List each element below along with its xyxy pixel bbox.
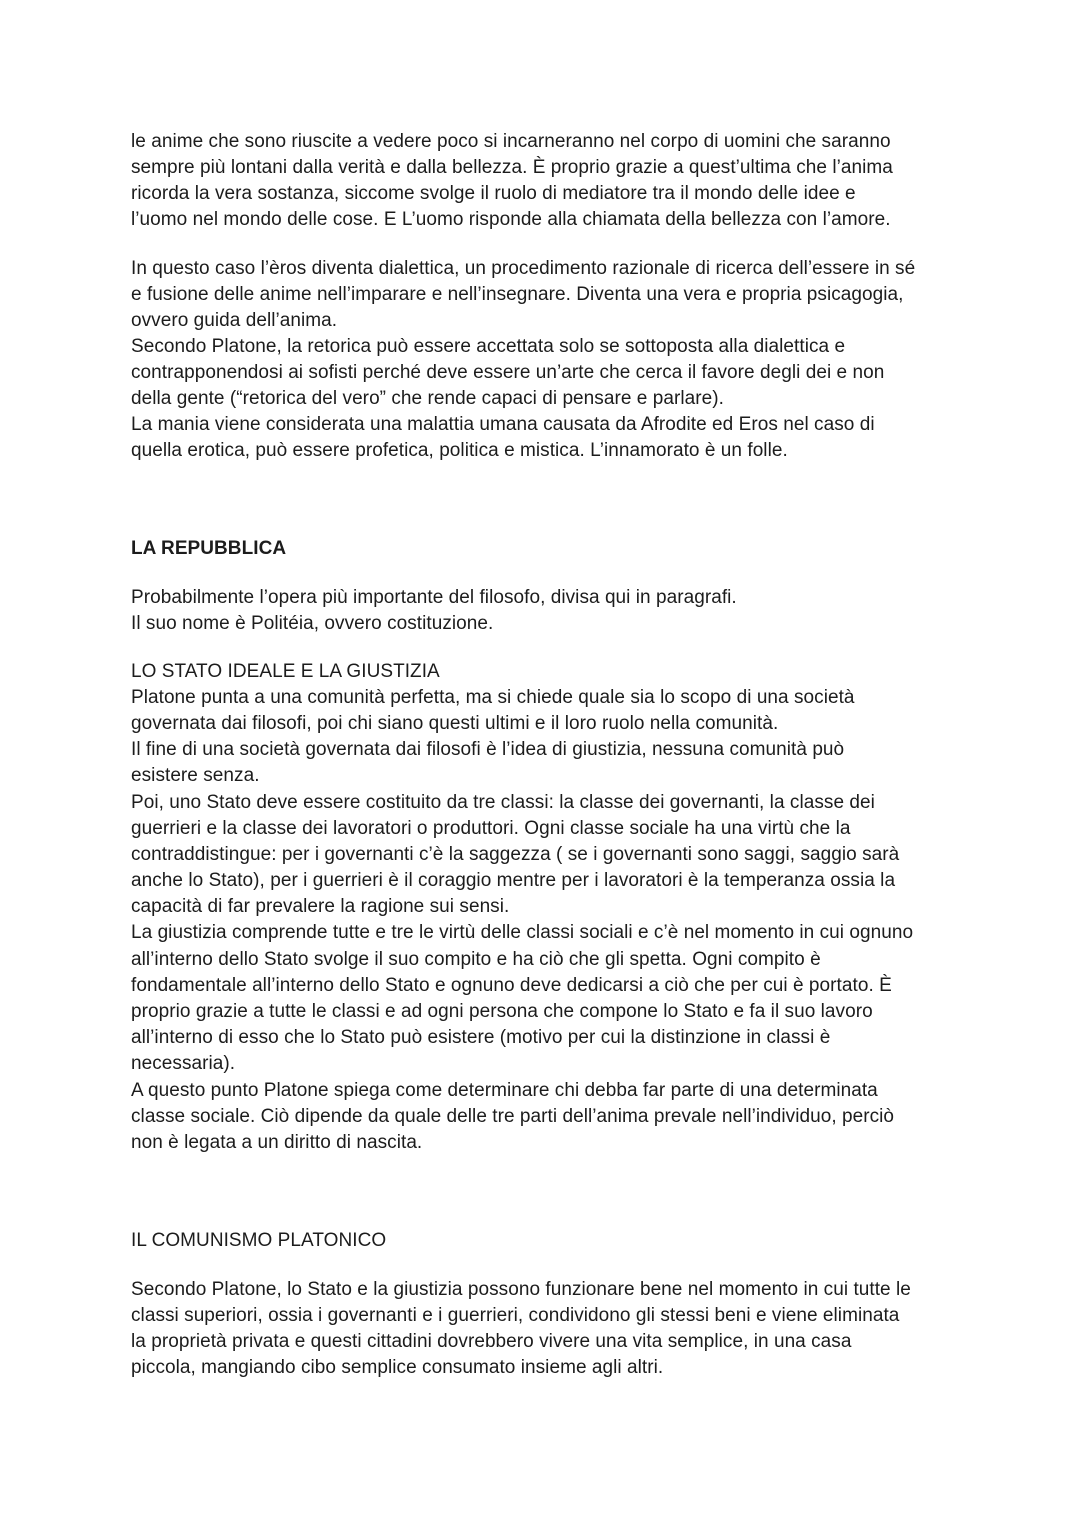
- paragraph-line: guerrieri e la classe dei lavoratori o produttori. Ogni classe sociale ha una virtù che la: [131, 818, 851, 839]
- paragraph-line: governata dai filosofi, poi chi siano questi ultimi e il loro ruolo nella comunità.: [131, 713, 779, 734]
- paragraph-line: Secondo Platone, la retorica può essere accettata solo se sottoposta alla dialettica e: [131, 336, 846, 357]
- subsection-heading: IL COMUNISMO PLATONICO: [131, 1230, 387, 1251]
- paragraph-line: proprio grazie a tutte le classi e ad ogni persona che compone lo Stato e fa il suo lavoro: [131, 1001, 873, 1022]
- paragraph-line: le anime che sono riuscite a vedere poco si incarneranno nel corpo di uomini che saranno: [131, 131, 891, 152]
- paragraph-line: classi superiori, ossia i governanti e i guerrieri, condividono gli stessi beni e viene eliminata: [131, 1305, 900, 1326]
- paragraph-line: quella erotica, può essere profetica, politica e mistica. L’innamorato è un folle.: [131, 440, 788, 461]
- paragraph-line: Poi, uno Stato deve essere costituito da tre classi: la classe dei governanti, la classe dei: [131, 792, 875, 813]
- paragraph-line: la proprietà privata e questi cittadini dovrebbero vivere una vita semplice, in una casa: [131, 1331, 852, 1352]
- paragraph-line: contrapponendosi ai sofisti perché deve essere un’arte che cerca il favore degli dei e non: [131, 362, 885, 383]
- paragraph-line: ricorda la vera sostanza, siccome svolge il ruolo di mediatore tra il mondo delle idee e: [131, 183, 856, 204]
- paragraph-line: Secondo Platone, lo Stato e la giustizia possono funzionare bene nel momento in cui tutte le: [131, 1279, 911, 1300]
- paragraph-line: esistere senza.: [131, 765, 260, 786]
- paragraph-line: sempre più lontani dalla verità e dalla bellezza. È proprio grazie a quest’ultima che l’anima: [131, 157, 893, 178]
- paragraph-line: In questo caso l’èros diventa dialettica, un procedimento razionale di ricerca dell’essere in sé: [131, 258, 916, 279]
- paragraph-line: fondamentale all’interno dello Stato e ognuno deve dedicarsi a ciò che per cui è portato. È: [131, 975, 892, 996]
- paragraph-line: Platone punta a una comunità perfetta, ma si chiede quale sia lo scopo di una società: [131, 687, 855, 708]
- paragraph-line: A questo punto Platone spiega come determinare chi debba far parte di una determinata: [131, 1080, 878, 1101]
- paragraph-line: anche lo Stato), per i guerrieri è il coraggio mentre per i lavoratori è la temperanza ossia la: [131, 870, 896, 891]
- paragraph-line: Probabilmente l’opera più importante del filosofo, divisa qui in paragrafi.: [131, 587, 737, 608]
- paragraph-line: l’uomo nel mondo delle cose. E L’uomo risponde alla chiamata della bellezza con l’amore.: [131, 209, 891, 230]
- paragraph-line: all’interno di esso che lo Stato può esistere (motivo per cui la distinzione in classi è: [131, 1027, 831, 1048]
- paragraph-line: classe sociale. Ciò dipende da quale delle tre parti dell’anima prevale nell’individuo, perciò: [131, 1106, 895, 1127]
- paragraph-line: e fusione delle anime nell’imparare e nell’insegnare. Diventa una vera e propria psicagogia,: [131, 284, 904, 305]
- paragraph-line: non è legata a un diritto di nascita.: [131, 1132, 423, 1153]
- paragraph-line: Il fine di una società governata dai filosofi è l’idea di giustizia, nessuna comunità può: [131, 739, 845, 760]
- paragraph-line: ovvero guida dell’anima.: [131, 310, 338, 331]
- paragraph-line: all’interno dello Stato svolge il suo compito e ha ciò che gli spetta. Ogni compito è: [131, 949, 821, 970]
- paragraph-line: capacità di far prevalere la ragione sui sensi.: [131, 896, 510, 917]
- paragraph-line: Il suo nome è Politéia, ovvero costituzione.: [131, 613, 494, 634]
- paragraph-line: La mania viene considerata una malattia umana causata da Afrodite ed Eros nel caso di: [131, 414, 875, 435]
- paragraph-line: contraddistingue: per i governanti c’è la saggezza ( se i governanti sono saggi, saggio sarà: [131, 844, 900, 865]
- paragraph-line: necessaria).: [131, 1053, 236, 1074]
- section-heading: LA REPUBBLICA: [131, 538, 287, 559]
- paragraph-line: della gente (“retorica del vero” che rende capaci di pensare e parlare).: [131, 388, 724, 409]
- subsection-heading: LO STATO IDEALE E LA GIUSTIZIA: [131, 661, 440, 682]
- paragraph-line: piccola, mangiando cibo semplice consumato insieme agli altri.: [131, 1357, 664, 1378]
- paragraph-line: La giustizia comprende tutte e tre le virtù delle classi sociali e c’è nel momento in cui ognuno: [131, 922, 914, 943]
